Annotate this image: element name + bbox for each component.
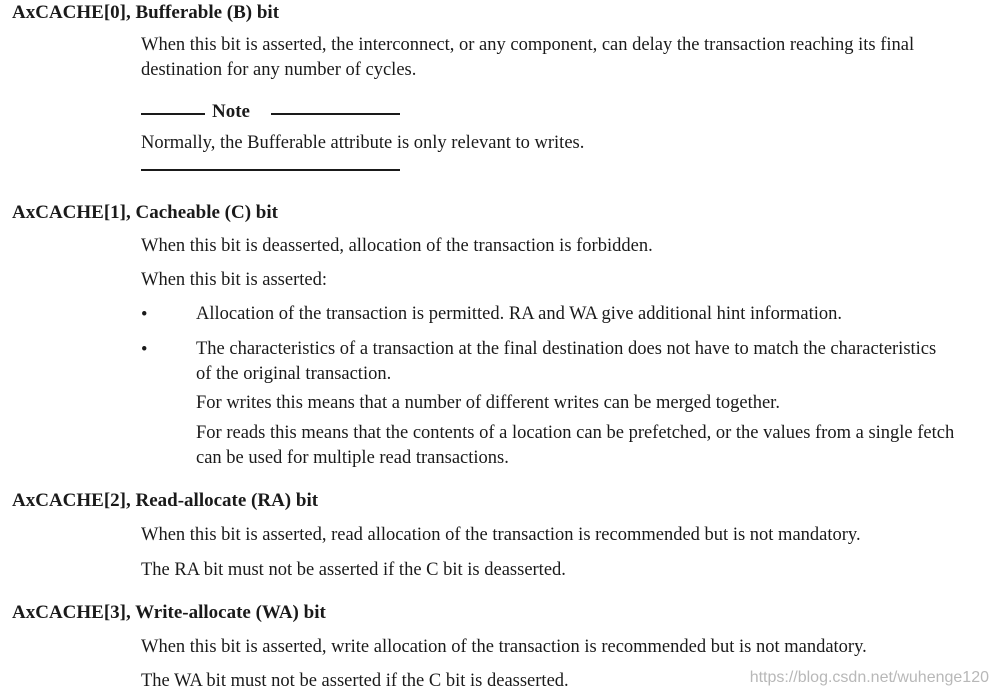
- section-paragraph: The WA bit must not be asserted if the C bit is deasserted.: [141, 671, 569, 691]
- section-heading-read-allocate: AxCACHE[2], Read-allocate (RA) bit: [12, 490, 319, 511]
- bullet-text: The characteristics of a transaction at the final destination does not have to match the characteristics of the original transaction.: [196, 339, 937, 384]
- section-heading-bufferable: AxCACHE[0], Bufferable (B) bit: [12, 2, 280, 23]
- section-heading-cacheable: AxCACHE[1], Cacheable (C) bit: [12, 202, 278, 223]
- section-paragraph: When this bit is deasserted, allocation of the transaction is forbidden.: [141, 236, 653, 256]
- section-paragraph: When this bit is asserted:: [141, 270, 327, 290]
- bullet-text: Allocation of the transaction is permitted. RA and WA give additional hint information.: [196, 304, 843, 324]
- section-paragraph: The RA bit must not be asserted if the C bit is deasserted.: [141, 560, 566, 580]
- note-text: Normally, the Bufferable attribute is only relevant to writes.: [141, 133, 585, 153]
- section-paragraph: When this bit is asserted, write allocation of the transaction is recommended but is not mandatory.: [141, 637, 867, 657]
- note-rule-bottom: [141, 169, 400, 171]
- note-label: Note: [212, 101, 250, 122]
- section-paragraph: When this bit is asserted, the interconnect, or any component, can delay the transaction reaching its final destination for any number of cycles.: [141, 35, 915, 80]
- note-rule-right: [271, 113, 400, 115]
- section-paragraph: When this bit is asserted, read allocation of the transaction is recommended but is not mandatory.: [141, 525, 861, 545]
- note-rule-left: [141, 113, 205, 115]
- bullet-subparagraph: For reads this means that the contents of a location can be prefetched, or the values from a single fetch can be used for multiple read transactions.: [196, 423, 955, 468]
- bullet-marker: •: [141, 305, 148, 325]
- bullet-subparagraph: For writes this means that a number of different writes can be merged together.: [196, 393, 780, 413]
- watermark-text: https://blog.csdn.net/wuhenge120: [749, 669, 989, 686]
- section-heading-write-allocate: AxCACHE[3], Write-allocate (WA) bit: [12, 602, 326, 623]
- bullet-marker: •: [141, 340, 148, 360]
